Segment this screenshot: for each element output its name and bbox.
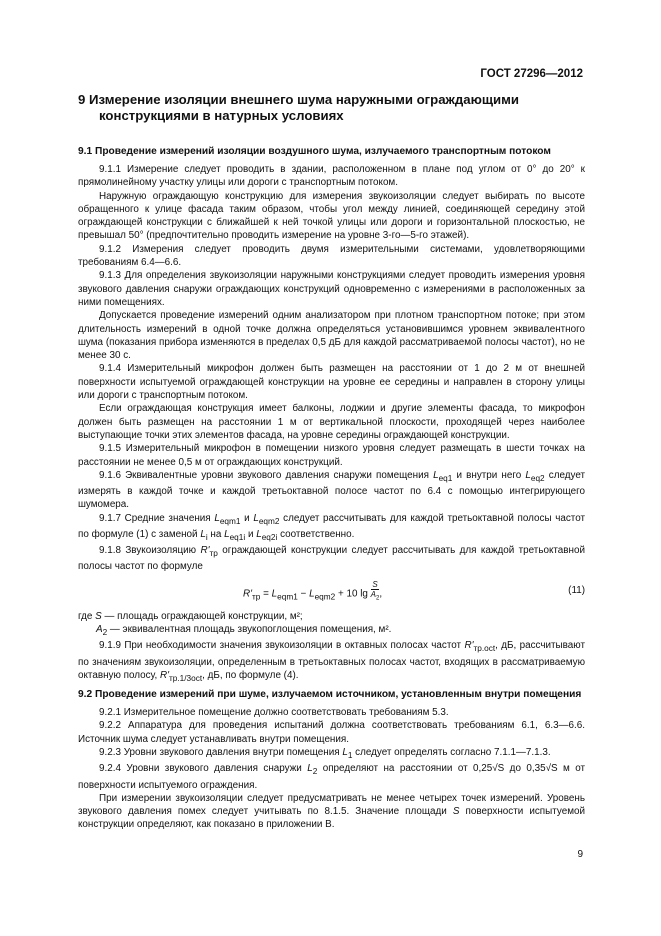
paragraph-9-1-4: 9.1.4 Измерительный микрофон должен быть размещен на расстоянии от 1 до 2 м от внешней поверхности испытуемой ограждающей конструкции на уровне ее середины и направлен в сторону улицы или дороги с транспортным потоком. <box>78 363 585 402</box>
paragraph-9-2-5: При измерении звукоизоляции следует предусматривать не менее четырех точек измерений. Уровень звукового давления помех следует учитывать по 8.1.5. Значение площади S поверхности испытуемой конструкции определяют, как показано в приложении В. <box>78 792 585 831</box>
paragraph-9-1-8: 9.1.8 Звукоизоляцию $R'_{тр}$ ограждающей конструкции следует рассчитывать для каждой третьоктавной полосы частот по формуле <box>78 545 585 573</box>
formula-number: (11) <box>568 584 585 596</box>
formula-fraction: $\frac{S}{A_2}$ <box>370 579 380 602</box>
paragraph-9-1-5: 9.1.5 Измерительный микрофон в помещении низкого уровня следует размещать в шести точках на расстоянии не менее 0,5 м от ограждающих конструкций. <box>78 443 585 468</box>
paragraph-9-2-2: 9.2.2 Аппаратура для проведения испытаний должна соответствовать требованиям 6.1, 6.3—6.6. Источник шума следует устанавливать внутри помещения. <box>78 720 585 745</box>
document-body <box>78 92 585 832</box>
formula-11 <box>78 578 585 606</box>
paragraph-9-2-4: 9.2.4 Уровни звукового давления снаружи $L_2$ определяют на расстоянии от 0,25√S до 0,35√S м от поверхности испытуемого ограждения. <box>78 763 585 791</box>
page-number: 9 <box>577 849 583 860</box>
document-header: ГОСТ 27296—2012 <box>480 68 583 80</box>
paragraph-9-1-9: 9.1.9 При необходимости значения звукоизоляции в октавных полосах частот $R'_{тр.oct}$, дБ, рассчитывают по значениям звукоизоляции, определенным в третьоктавных полосах частот, входящих в рассматриваемую октавную полосу, $R'_{тр.1/3oct}$, дБ, по формуле (4). <box>78 640 585 683</box>
paragraph-9-1-4-cont: Если ограждающая конструкция имеет балконы, лоджии и другие элементы фасада, то микрофон должен быть размещен на расстоянии 1 м от вертикальной плоскости, проходящей через наиболее выступающие точки этих элементов фасада, на уровне середины ограждающей конструкции. <box>78 403 585 441</box>
section-title: 9 Измерение изоляции внешнего шума наружными ограждающими конструкциями в натурных условиях <box>78 92 519 123</box>
paragraph-9-2-1: 9.2.1 Измерительное помещение должно соответствовать требованиям 5.3. <box>99 707 449 719</box>
paragraph-9-1-1: 9.1.1 Измерение следует проводить в здании, расположенном в плане под углом от 0° до 20° к прямолинейному участку улицы или дороги с транспортным потоком. <box>78 164 585 189</box>
subsection-title-9-2: 9.2 Проведение измерений при шуме, излучаемом источником, установленным внутри помещения <box>78 689 582 701</box>
legend-a2: $A_2$ — эквивалентная площадь звукопоглощения помещения, м². <box>96 624 392 638</box>
paragraph-9-1-2: 9.1.2 Измерения следует проводить двумя измерительными системами, удовлетворяющими требованиям 6.4—6.6. <box>78 243 585 269</box>
subsection-title-9-1: 9.1 Проведение измерений изоляции воздушного шума, излучаемого транспортным потоком <box>78 146 551 157</box>
paragraph-9-1-6: 9.1.6 Эквивалентные уровни звукового давления снаружи помещения $L_{eq1}$ и внутри него $L_{eq2}$ следует измерять в каждой точке и каждой третьоктавной полосе частот по 6.4 с помощью интегрирующего шумомера. <box>78 469 586 511</box>
paragraph-9-1-3-cont: Допускается проведение измерений одним анализатором при плотном транспортном потоке; при этом длительность измерений в одной точке должна определяться установившимся уровнем эквивалентного шума (показания прибора изменяются в пределах 0,5 дБ для каждой рассматриваемой полосы частот), но не менее 30 с. <box>78 310 585 362</box>
formula-expression: $R'_{тр} = L_{eqm1} - L_{eqm2} + 10$ lg $\frac{S}{A_2}$ , <box>243 579 383 602</box>
paragraph-9-1-1-cont: Наружную ограждающую конструкцию для измерения звукоизоляции следует выбирать по высоте обращенного к улице фасада таким образом, чтобы угол между линией, соединяющей середину этой ограждающей конструкции с ближайшей к ней точкой улицы или дороги и горизонтальной плоскостью, не превышал 50° (предпочтительно проводить измерение на уровне 3-го—5-го этажей). <box>78 190 585 242</box>
paragraph-9-2-3: 9.2.3 Уровни звукового давления внутри помещения $L_1$ следует определять согласно 7.1.1—7.1.3. <box>99 747 551 761</box>
paragraph-9-1-7: 9.1.7 Средние значения $L_{eqm1}$ и $L_{eqm2}$ следует рассчитывать для каждой третьоктавной полосы частот по формуле (1) с заменой $L_i$ на $L_{eq1i}$ и $L_{eq2i}$ соответственно. <box>78 512 585 542</box>
paragraph-9-1-3: 9.1.3 Для определения звукоизоляции наружными конструкциями следует проводить измерения уровня звукового давления снаружи ограждающих конструкций одновременно с измерениями в расположенных за ними помещениях. <box>78 270 585 308</box>
legend-s: где S — площадь ограждающей конструкции, м²; <box>78 610 303 622</box>
